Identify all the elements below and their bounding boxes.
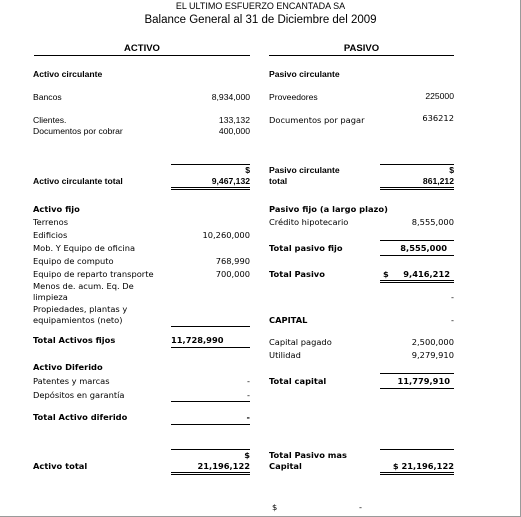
docs-pagar-value: 636212 <box>422 113 454 123</box>
menos-deprec-label-2: limpieza <box>33 292 68 302</box>
activo-fijo-heading: Activo fijo <box>33 204 80 214</box>
pasivo-fijo-rule-top <box>380 240 454 241</box>
pasivo-capital-double-rule <box>380 472 454 475</box>
computo-label: Equipo de computo <box>33 256 114 266</box>
bancos-label: Bancos <box>33 92 62 102</box>
edificios-value: 10,260,000 <box>202 230 250 240</box>
depositos-label: Depósitos en garantía <box>33 390 125 400</box>
activo-circulante-heading: Activo circulante <box>33 69 103 79</box>
capital-heading: CAPITAL <box>269 315 308 325</box>
clientes-label: Clientes. <box>33 115 67 125</box>
pasivo-circ-currency: $ <box>449 165 454 175</box>
pasivo-circ-total-value: 861,212 <box>422 176 454 186</box>
capital-rule-bottom <box>380 388 454 389</box>
terrenos-label: Terrenos <box>33 217 69 227</box>
total-pasivo-currency: $ <box>383 269 389 279</box>
pasivo-fijo-heading: Pasivo fijo (a largo plazo) <box>269 204 388 214</box>
menos-deprec-label-1: Menos de. acum. Eq. De <box>33 281 134 291</box>
clientes-value: 133,132 <box>218 115 250 125</box>
total-capital-value: 11,779,910 <box>397 376 450 386</box>
credito-label: Crédito hipotecario <box>269 217 349 227</box>
depositos-value: - <box>247 390 250 400</box>
patentes-label: Patentes y marcas <box>33 376 110 386</box>
utilidad-label: Utilidad <box>269 350 301 360</box>
mob-equipo-label: Mob. Y Equipo de oficina <box>33 243 136 253</box>
pasivo-circ-total-label-1: Pasivo circulante <box>269 165 340 175</box>
pasivo-circ-total-label-2: total <box>269 176 288 186</box>
pasivo-mas-capital-label-1: Total Pasivo mas <box>269 450 347 460</box>
activo-circ-double-rule <box>171 187 250 190</box>
propiedades-label-2: equipamientos (neto) <box>33 315 123 325</box>
capital-pagado-value: 2,500,000 <box>411 337 454 347</box>
bancos-value: 8,934,000 <box>211 92 250 102</box>
patentes-value: - <box>247 376 250 386</box>
reparto-value: 700,000 <box>215 269 250 279</box>
total-capital-label: Total capital <box>269 376 327 386</box>
total-pasivo-fijo-label: Total pasivo fijo <box>269 243 343 253</box>
footer-value: - <box>359 502 362 512</box>
activo-fijo-rule <box>171 326 250 327</box>
activo-circ-total-value: 9,467,132 <box>211 176 250 186</box>
activos-fijos-total-rule <box>171 347 250 348</box>
pasivo-circulante-heading: Pasivo circulante <box>269 69 340 79</box>
diferido-rule <box>171 401 250 402</box>
activos-fijos-total-value: 11,728,990 <box>171 335 224 345</box>
footer-currency: $ <box>272 502 278 512</box>
diferido-total-label: Total Activo diferido <box>33 412 128 422</box>
propiedades-label-1: Propiedades, plantas y <box>33 304 128 314</box>
activo-circ-total-label: Activo circulante total <box>33 176 123 186</box>
activo-total-currency: $ <box>244 450 250 460</box>
diferido-total-value: - <box>246 412 250 422</box>
utilidad-value: 9,279,910 <box>411 350 454 360</box>
company-name: EL ULTIMO ESFUERZO ENCANTADA SA <box>175 1 346 11</box>
proveedores-label: Proveedores <box>269 92 318 102</box>
pasivo-header: PASIVO <box>343 43 380 54</box>
activo-circ-currency: $ <box>245 165 250 175</box>
total-pasivo-double-rule <box>380 280 454 283</box>
diferido-total-rule <box>171 424 250 425</box>
activo-total-value: 21,196,122 <box>197 461 250 471</box>
pasivo-menos-value: - <box>451 292 454 302</box>
page-title: Balance General al 31 de Diciembre del 2009 <box>144 14 377 26</box>
reparto-label: Equipo de reparto transporte <box>33 269 154 279</box>
total-pasivo-label: Total Pasivo <box>269 269 325 279</box>
activos-fijos-total-label: Total Activos fijos <box>33 335 116 345</box>
pasivo-fijo-rule-bottom <box>380 255 454 256</box>
capital-heading-value: - <box>451 315 454 325</box>
pasivo-capital-rule-top <box>380 449 454 450</box>
pasivo-mas-capital-label-2: Capital <box>269 461 302 471</box>
activo-diferido-heading: Activo Diferido <box>33 362 103 372</box>
docs-cobrar-value: 400,000 <box>218 126 250 136</box>
docs-cobrar-label: Documentos por cobrar <box>33 126 123 136</box>
computo-value: 768,990 <box>215 256 250 266</box>
activo-total-double-rule <box>171 472 250 475</box>
pasivo-mas-capital-value: $ 21,196,122 <box>392 461 454 471</box>
proveedores-value: 225000 <box>425 91 454 101</box>
docs-pagar-label: Documentos por pagar <box>269 115 365 125</box>
activo-header: ACTIVO <box>124 43 160 54</box>
credito-value: 8,555,000 <box>411 217 454 227</box>
pasivo-header-underline <box>269 55 454 56</box>
capital-rule-top <box>380 373 454 374</box>
total-pasivo-value: 9,416,212 <box>403 269 450 279</box>
pasivo-circ-double-rule <box>380 187 454 190</box>
total-pasivo-fijo-value: 8,555,000 <box>400 243 447 253</box>
capital-pagado-label: Capital pagado <box>269 337 332 347</box>
activo-total-label: Activo total <box>33 461 88 471</box>
activo-header-underline <box>34 55 250 56</box>
edificios-label: Edificios <box>33 230 68 240</box>
